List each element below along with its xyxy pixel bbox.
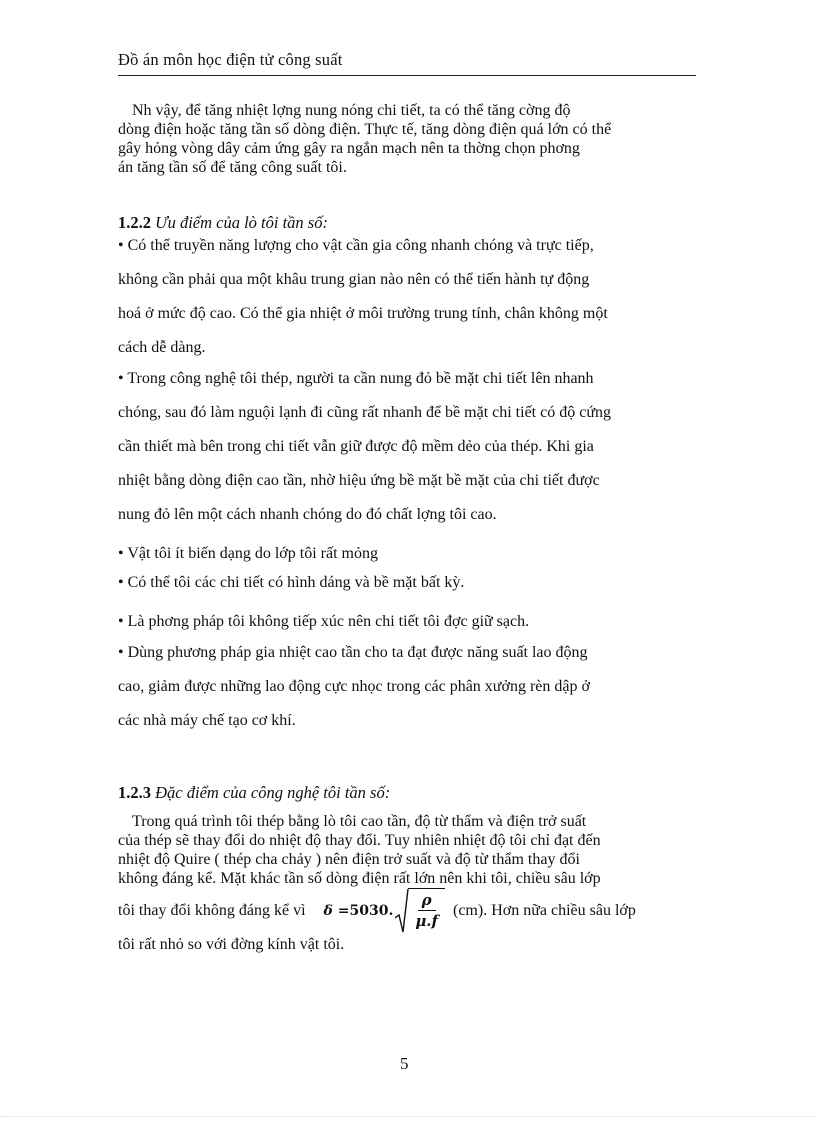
text-line: các nhà máy chế tạo cơ khí. <box>118 712 296 729</box>
intro-paragraph <box>118 101 698 177</box>
formula-denominator: μ.f <box>415 912 438 930</box>
formula-coefficient: 5030. <box>349 903 394 919</box>
text-line: nhiệt độ Quire ( thép cha chảy ) nên điện trở suất và độ từ thẩm thay đổi <box>118 851 580 868</box>
skin-depth-formula <box>324 888 445 934</box>
text-line: nhiệt bằng dòng điện cao tần, nhờ hiệu ứng bề mặt bề mặt của chi tiết được <box>118 472 600 489</box>
text-line: không đáng kể. Mặt khác tần số dòng điện rất lớn nên khi tôi, chiều sâu lớp <box>118 870 601 887</box>
text-line: Trong quá trình tôi thép bằng lò tôi cao tần, độ từ thẩm và điện trở suất <box>132 813 587 830</box>
radical-icon <box>395 888 409 934</box>
advantage-paragraph-6 <box>118 636 698 738</box>
text-line: • Dùng phương pháp gia nhiệt cao tần cho ta đạt được năng suất lao động <box>118 644 588 661</box>
text-line: gây hỏng vòng dây cảm ứng gây ra ngắn mạch nên ta thờng chọn phơng <box>118 140 580 157</box>
text-line: dòng điện hoặc tăng tần số dòng điện. Thực tế, tăng dòng điện quá lớn có thể <box>118 121 612 138</box>
section-title: Đặc điểm của công nghệ tôi tần số: <box>155 783 391 802</box>
page-bottom-edge <box>0 1116 816 1117</box>
formula-lhs: δ = <box>323 903 350 919</box>
advantage-paragraph-2 <box>118 362 698 532</box>
text-line: Nh vậy, để tăng nhiệt lợng nung nóng chi tiết, ta có thể tăng cờng độ <box>132 102 571 119</box>
advantage-bullet-3: • Vật tôi ít biến dạng do lớp tôi rất mỏng <box>118 545 378 562</box>
text-line: hoá ở mức độ cao. Có thể gia nhiệt ở môi trường trung tính, chân không một <box>118 305 608 322</box>
formula-fraction <box>408 888 445 934</box>
page-number: 5 <box>400 1054 409 1073</box>
text-line: của thép sẽ thay đổi do nhiệt độ thay đổi. Tuy nhiên nhiệt độ tôi chỉ đạt đến <box>118 832 601 849</box>
formula-line <box>118 886 698 936</box>
text-line: chóng, sau đó làm nguội lạnh đi cũng rất nhanh để bề mặt chi tiết có độ cứng <box>118 404 611 421</box>
text-line: • Có thể truyền năng lượng cho vật cần gia công nhanh chóng và trực tiếp, <box>118 237 594 254</box>
text-line: cao, giảm được những lao động cực nhọc trong các phân xưởng rèn dập ở <box>118 678 590 695</box>
text-line: cách dễ dàng. <box>118 339 206 356</box>
section-number: 1.2.2 <box>118 213 151 232</box>
advantage-paragraph-1 <box>118 229 698 365</box>
section-title: Ưu điểm của lò tôi tần số: <box>155 213 328 232</box>
advantage-bullet-4: • Có thể tôi các chi tiết có hình dáng và bề mặt bất kỳ. <box>118 574 465 591</box>
characteristics-last-line: tôi rất nhỏ so với đờng kính vật tôi. <box>118 936 345 953</box>
characteristics-paragraph <box>118 812 698 888</box>
header-rule <box>118 75 696 76</box>
formula-prefix-text: tôi thay đổi không đáng kể vì <box>118 902 306 919</box>
text-line: không cần phải qua một khâu trung gian nào nên có thể tiến hành tự động <box>118 271 590 288</box>
text-line: cần thiết mà bên trong chi tiết vẫn giữ được độ mềm dẻo của thép. Khi gia <box>118 438 594 455</box>
section-number: 1.2.3 <box>118 783 151 802</box>
running-header: Đồ án môn học điện tử công suất <box>118 50 343 69</box>
formula-suffix-text: (cm). Hơn nữa chiều sâu lớp <box>452 902 636 919</box>
square-root-sign <box>395 888 445 934</box>
advantage-bullet-5: • Là phơng pháp tôi không tiếp xúc nên chi tiết tôi đợc giữ sạch. <box>118 613 530 630</box>
section-heading-123 <box>118 783 698 803</box>
text-line: án tăng tần số để tăng công suất tôi. <box>118 159 347 176</box>
formula-numerator: ρ <box>418 889 436 911</box>
text-line: nung đỏ lên một cách nhanh chóng do đó chất lợng tôi cao. <box>118 506 497 523</box>
text-line: • Trong công nghệ tôi thép, người ta cần nung đỏ bề mặt chi tiết lên nhanh <box>118 370 594 387</box>
